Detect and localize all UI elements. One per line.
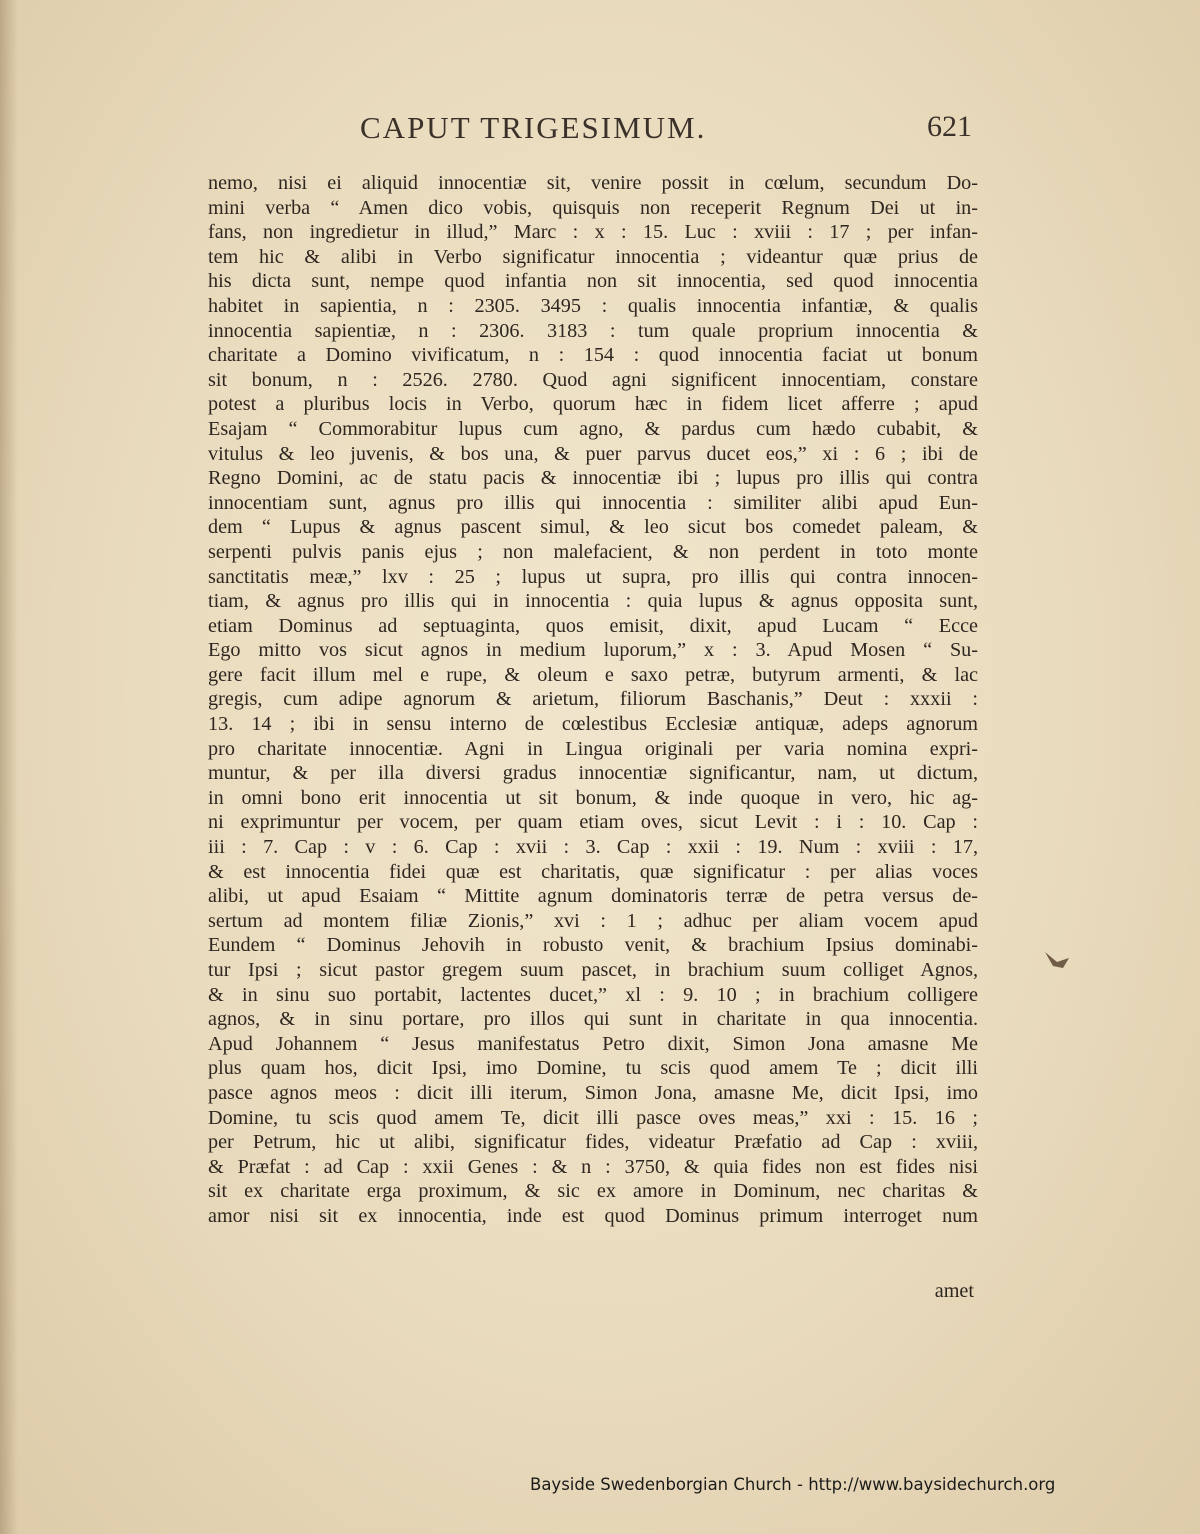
text-line: plus quam hos, dicit Ipsi, imo Domine, tu scis quod amem Te ; dicit illi <box>208 1057 978 1080</box>
text-line: potest a pluribus locis in Verbo, quorum hæc in fidem licet afferre ; apud <box>208 393 978 416</box>
text-line: 13. 14 ; ibi in sensu interno de cœlestibus Ecclesiæ antiquæ, adeps agnorum <box>208 713 978 736</box>
text-line: pro charitate innocentiæ. Agni in Lingua originali per varia nomina expri- <box>208 737 978 760</box>
text-line: charitate a Domino vivificatum, n : 154 : quod innocentia faciat ut bonum <box>208 344 978 367</box>
text-line: Esajam “ Commorabitur lupus cum agno, & pardus cum hædo cubabit, & <box>208 417 978 440</box>
text-line: alibi, ut apud Esaiam “ Mittite agnum dominatoris terræ de petra versus de- <box>208 885 978 908</box>
text-line: sertum ad montem filiæ Zionis,” xvi : 1 ; adhuc per aliam vocem apud <box>208 909 978 932</box>
text-line: ni exprimuntur per vocem, per quam etiam oves, sicut Levit : i : 10. Cap : <box>208 811 978 834</box>
text-line: Apud Johannem “ Jesus manifestatus Petro dixit, Simon Jona amasne Me <box>208 1032 978 1055</box>
text-line: muntur, & per illa diversi gradus innocentiæ significantur, nam, ut dictum, <box>208 762 978 785</box>
text-line: per Petrum, hic ut alibi, significatur fides, videatur Præfatio ad Cap : xviii, <box>208 1131 978 1154</box>
text-line: & Præfat : ad Cap : xxii Genes : & n : 3750, & quia fides non est fides nisi <box>208 1155 978 1178</box>
text-line: Eundem “ Dominus Jehovih in robusto venit, & brachium Ipsius dominabi- <box>208 934 978 957</box>
text-line: Regno Domini, ac de statu pacis & innocentiæ ibi ; lupus pro illis qui contra <box>208 467 978 490</box>
text-line: nemo, nisi ei aliquid innocentiæ sit, venire possit in cœlum, secundum Do- <box>208 172 978 194</box>
text-line: pasce agnos meos : dicit illi iterum, Simon Jona, amasne Me, dicit Ipsi, imo <box>208 1081 978 1104</box>
text-line: his dicta sunt, nempe quod infantia non sit innocentia, sed quod innocentia <box>208 270 978 293</box>
page-edge-shadow <box>0 0 18 1534</box>
text-line: agnos, & in sinu portare, pro illos qui sunt in charitate in qua innocentia. <box>208 1008 978 1031</box>
text-line: gere facit illum mel e rupe, & oleum e saxo petræ, butyrum armenti, & lac <box>208 663 978 686</box>
text-line: habitet in sapientia, n : 2305. 3495 : qualis innocentia infantiæ, & qualis <box>208 294 978 317</box>
text-line: dem “ Lupus & agnus pascent simul, & leo sicut bos comedet paleam, & <box>208 516 978 539</box>
text-line: in omni bono erit innocentia ut sit bonum, & inde quoque in vero, hic ag- <box>208 786 978 809</box>
text-line: Domine, tu scis quod amem Te, dicit illi pasce oves meas,” xxi : 15. 16 ; <box>208 1106 978 1129</box>
text-line: sit ex charitate erga proximum, & sic ex amore in Dominum, nec charitas & <box>208 1180 978 1203</box>
text-line: amor nisi sit ex innocentia, inde est quod Dominus primum interroget num <box>208 1204 978 1227</box>
text-line: tur Ipsi ; sicut pastor gregem suum pascet, in brachium suum colliget Agnos, <box>208 959 978 981</box>
text-line: & est innocentia fidei quæ est charitatis, quæ significatur : per alias voces <box>208 860 978 883</box>
text-line: innocentia sapientiæ, n : 2306. 3183 : tum quale proprium innocentia & <box>208 319 978 342</box>
text-line: & in sinu suo portabit, lactentes ducet,” xl : 9. 10 ; in brachium colligere <box>208 983 978 1006</box>
text-line: tem hic & alibi in Verbo significatur innocentia ; videantur quæ prius de <box>208 245 978 268</box>
body-text <box>208 171 978 1229</box>
text-line: gregis, cum adipe agnorum & arietum, filiorum Baschanis,” Deut : xxxii : <box>208 688 978 711</box>
text-line: mini verba “ Amen dico vobis, quisquis non receperit Regnum Dei ut in- <box>208 196 978 219</box>
page-number: 621 <box>927 110 972 143</box>
text-line: fans, non ingredietur in illud,” Marc : x : 15. Luc : xviii : 17 ; per infan- <box>208 221 978 244</box>
catchword: amet <box>934 1280 974 1302</box>
text-line: vitulus & leo juvenis, & bos una, & puer parvus ducet eos,” xi : 6 ; ibi de <box>208 442 978 465</box>
text-line: innocentiam sunt, agnus pro illis qui innocentia : similiter alibi apud Eun- <box>208 491 978 514</box>
chapter-title: CAPUT TRIGESIMUM. <box>360 110 707 145</box>
text-line: serpenti pulvis panis ejus ; non malefacient, & non perdent in toto monte <box>208 540 978 563</box>
footer-credit: Bayside Swedenborgian Church - http://www.baysidechurch.org <box>530 1475 1056 1494</box>
ink-blot-mark <box>1043 948 1073 972</box>
text-line: sanctitatis meæ,” lxv : 25 ; lupus ut supra, pro illis qui contra innocen- <box>208 565 978 588</box>
text-line: iii : 7. Cap : v : 6. Cap : xvii : 3. Cap : xxii : 19. Num : xviii : 17, <box>208 836 978 859</box>
text-line: sit bonum, n : 2526. 2780. Quod agni significent innocentiam, constare <box>208 368 978 391</box>
text-line: tiam, & agnus pro illis qui in innocentia : quia lupus & agnus opposita sunt, <box>208 590 978 613</box>
text-line: etiam Dominus ad septuaginta, quos emisit, dixit, apud Lucam “ Ecce <box>208 614 978 637</box>
text-line: Ego mitto vos sicut agnos in medium luporum,” x : 3. Apud Mosen “ Su- <box>208 639 978 662</box>
running-header <box>210 106 980 156</box>
